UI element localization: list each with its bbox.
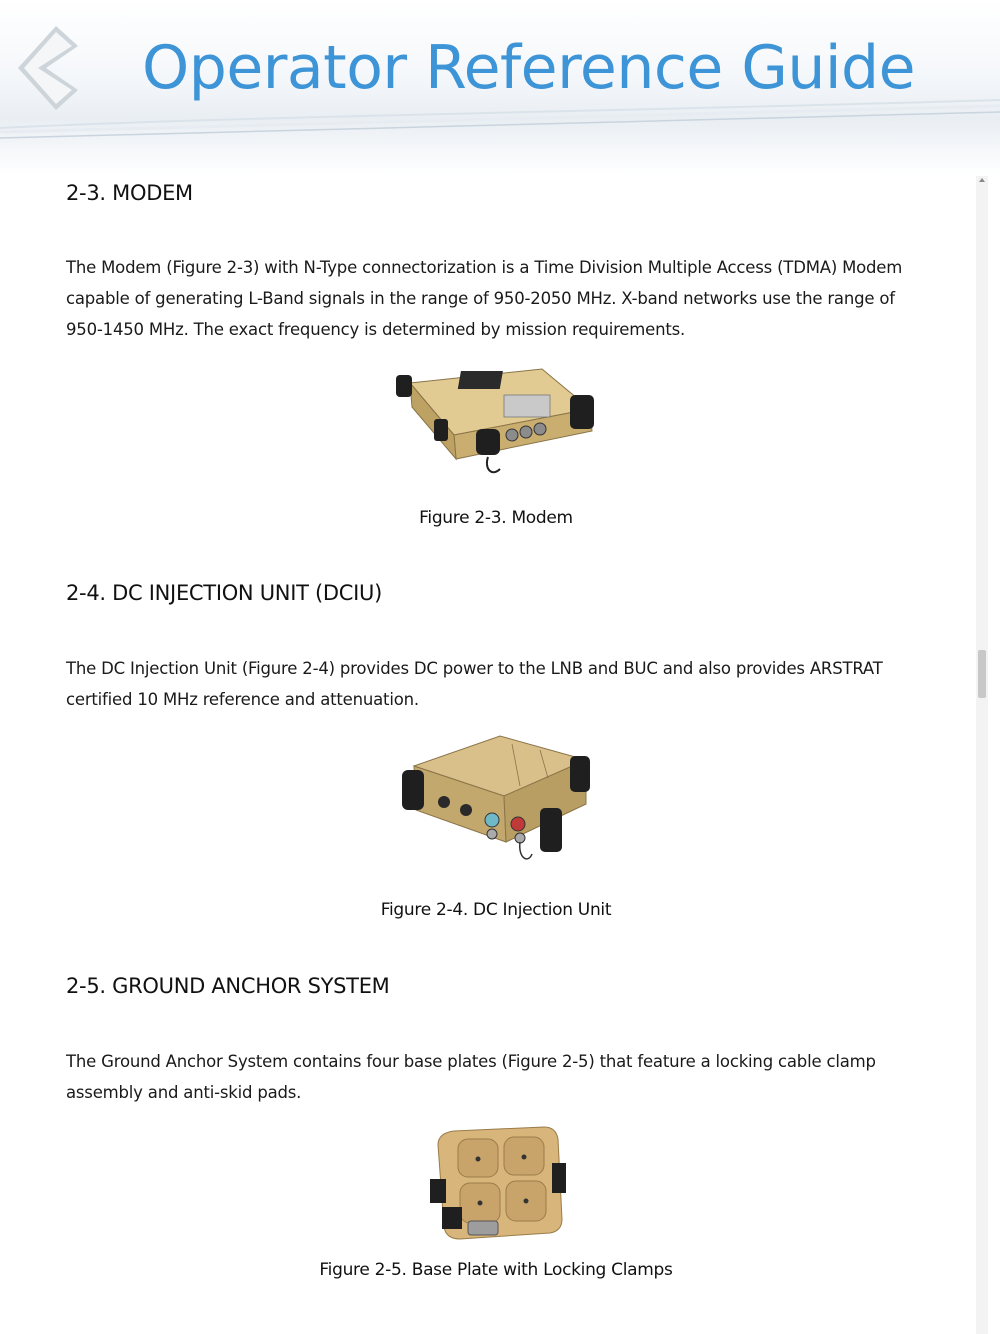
page-header <box>0 0 1000 175</box>
section-heading-ground-anchor: 2-5. GROUND ANCHOR SYSTEM <box>66 974 390 998</box>
scroll-up-arrow-icon[interactable] <box>979 178 985 182</box>
base-plate-image <box>424 1123 570 1243</box>
scrollbar-thumb[interactable] <box>978 650 986 698</box>
section-body-dciu: The DC Injection Unit (Figure 2-4) provides DC power to the LNB and BUC and also provides ARSTRAT certified 10 MHz reference and attenuation. <box>66 659 883 709</box>
section-heading-modem: 2-3. MODEM <box>66 181 193 205</box>
modem-image <box>392 365 602 483</box>
vertical-scrollbar[interactable] <box>976 176 988 1334</box>
figure-caption-modem: Figure 2-3. Modem <box>419 508 573 528</box>
section-heading-dciu: 2-4. DC INJECTION UNIT (DCIU) <box>66 581 382 605</box>
page-title: Operator Reference Guide <box>142 33 916 103</box>
dc-injection-unit-image <box>400 730 596 878</box>
figure-caption-ground-anchor: Figure 2-5. Base Plate with Locking Clamps <box>319 1260 673 1280</box>
chevron-left-icon[interactable] <box>12 22 90 114</box>
section-body-ground-anchor: The Ground Anchor System contains four base plates (Figure 2-5) that feature a locking cable clamp assembly and anti-skid pads. <box>66 1052 876 1102</box>
section-body-modem: The Modem (Figure 2-3) with N-Type connectorization is a Time Division Multiple Access (TDMA) Modem capable of generating L-Band signals in the range of 950-2050 MHz. X-band networks use the range of 950-1450 MHz. The exact frequency is determined by mission requirements. <box>66 258 903 339</box>
figure-caption-dciu: Figure 2-4. DC Injection Unit <box>380 900 612 920</box>
